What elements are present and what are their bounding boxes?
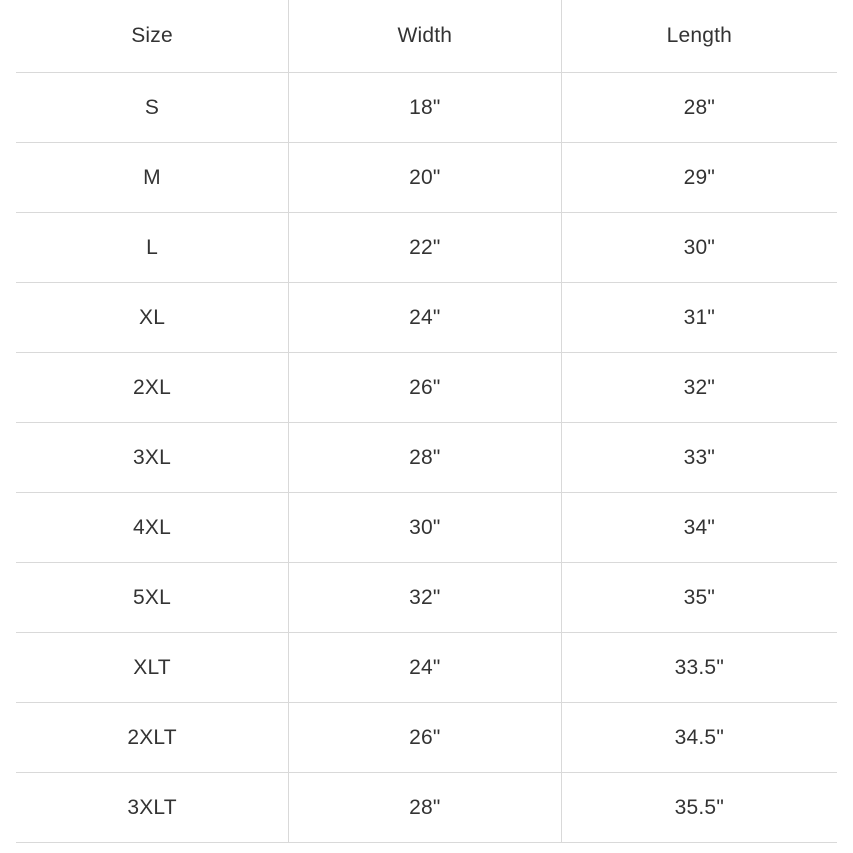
cell-length: 35.5" xyxy=(561,773,837,843)
column-header-width: Width xyxy=(289,0,562,73)
cell-size: XLT xyxy=(16,633,289,703)
column-header-size: Size xyxy=(16,0,289,73)
cell-size: L xyxy=(16,213,289,283)
cell-length: 34.5" xyxy=(561,703,837,773)
cell-size: M xyxy=(16,143,289,213)
cell-size: S xyxy=(16,73,289,143)
cell-length: 30" xyxy=(561,213,837,283)
table-row xyxy=(16,143,837,213)
cell-width: 18" xyxy=(289,73,562,143)
cell-size: 3XL xyxy=(16,423,289,493)
table-row xyxy=(16,353,837,423)
cell-length: 34" xyxy=(561,493,837,563)
cell-length: 31" xyxy=(561,283,837,353)
table-row xyxy=(16,283,837,353)
table-row xyxy=(16,213,837,283)
table-row xyxy=(16,493,837,563)
cell-size: 3XLT xyxy=(16,773,289,843)
cell-length: 33.5" xyxy=(561,633,837,703)
table-row xyxy=(16,703,837,773)
cell-width: 26" xyxy=(289,353,562,423)
cell-width: 20" xyxy=(289,143,562,213)
cell-size: 5XL xyxy=(16,563,289,633)
cell-length: 32" xyxy=(561,353,837,423)
cell-width: 24" xyxy=(289,283,562,353)
cell-width: 32" xyxy=(289,563,562,633)
size-chart-table xyxy=(16,0,837,843)
cell-size: 2XLT xyxy=(16,703,289,773)
table-row xyxy=(16,563,837,633)
cell-length: 35" xyxy=(561,563,837,633)
cell-length: 28" xyxy=(561,73,837,143)
cell-length: 33" xyxy=(561,423,837,493)
table-body xyxy=(16,73,837,843)
cell-width: 24" xyxy=(289,633,562,703)
table-row xyxy=(16,73,837,143)
cell-width: 28" xyxy=(289,773,562,843)
cell-width: 28" xyxy=(289,423,562,493)
cell-size: XL xyxy=(16,283,289,353)
table-header xyxy=(16,0,837,73)
cell-size: 4XL xyxy=(16,493,289,563)
table-row xyxy=(16,423,837,493)
table-header-row xyxy=(16,0,837,73)
cell-width: 30" xyxy=(289,493,562,563)
cell-width: 22" xyxy=(289,213,562,283)
cell-width: 26" xyxy=(289,703,562,773)
cell-length: 29" xyxy=(561,143,837,213)
cell-size: 2XL xyxy=(16,353,289,423)
table-row xyxy=(16,633,837,703)
table-row xyxy=(16,773,837,843)
column-header-length: Length xyxy=(561,0,837,73)
